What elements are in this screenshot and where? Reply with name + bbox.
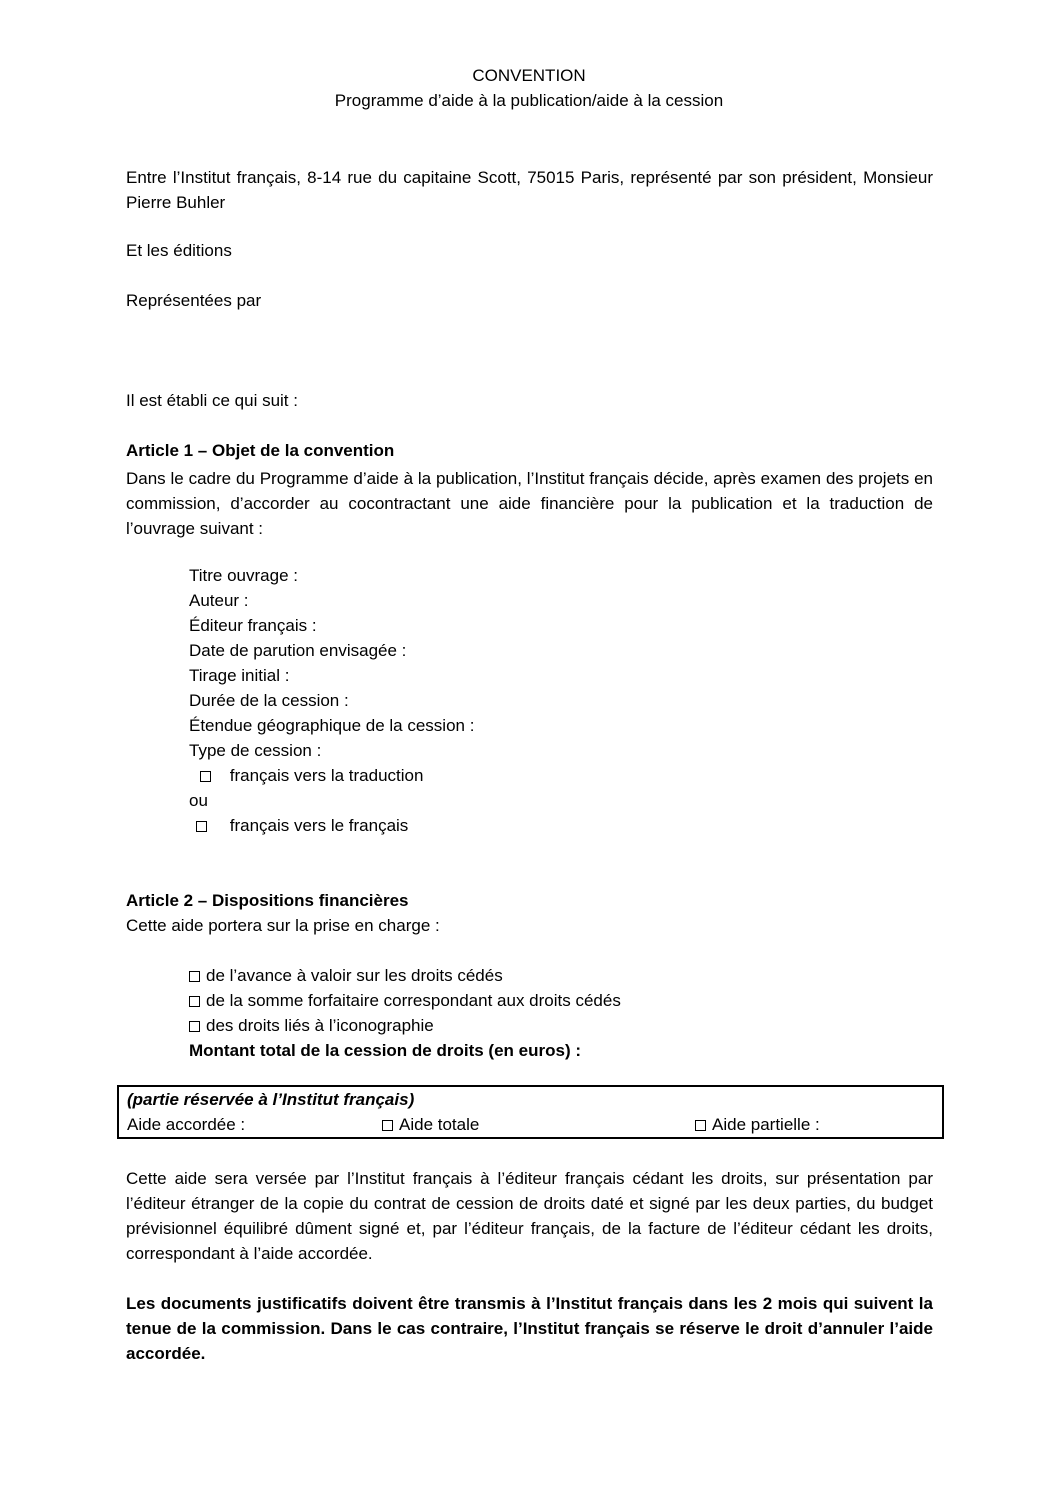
parties-paragraph: Entre l’Institut français, 8-14 rue du capitaine Scott, 75015 Paris, représenté par son président, Monsieur Pierre Buhler xyxy=(126,168,933,212)
field-etendue: Étendue géographique de la cession : xyxy=(189,716,475,735)
field-auteur: Auteur : xyxy=(189,591,249,610)
checkbox-icon[interactable] xyxy=(200,771,211,782)
option-forfait-label: de la somme forfaitaire correspondant aux droits cédés xyxy=(206,991,621,1010)
article1-body: Dans le cadre du Programme d’aide à la publication, l’Institut français décide, après examen des projets en commission, d’accorder au cocontractant une aide financière pour la publication et la traduction de l’ouvrage suivant : xyxy=(126,469,933,538)
checkbox-icon[interactable] xyxy=(196,821,207,832)
checkbox-icon[interactable] xyxy=(189,1021,200,1032)
reserved-box xyxy=(117,1085,944,1139)
option-avance-label: de l’avance à valoir sur les droits cédés xyxy=(206,966,503,985)
aid-partial-label: Aide partielle : xyxy=(712,1115,820,1134)
field-date: Date de parution envisagée : xyxy=(189,641,407,660)
field-tirage: Tirage initial : xyxy=(189,666,290,685)
option-francais[interactable] xyxy=(196,816,408,836)
aid-total-label: Aide totale xyxy=(399,1115,480,1134)
aid-partial-option[interactable] xyxy=(695,1115,820,1135)
article2-intro: Cette aide portera sur la prise en charge : xyxy=(126,916,440,935)
article2-heading: Article 2 – Dispositions financières xyxy=(126,891,409,910)
field-editeur: Éditeur français : xyxy=(189,616,317,635)
option-traduction[interactable] xyxy=(200,766,423,786)
checkbox-icon[interactable] xyxy=(695,1120,706,1131)
option-forfait[interactable] xyxy=(189,991,621,1011)
option-iconographie-label: des droits liés à l’iconographie xyxy=(206,1016,434,1035)
document-title: CONVENTION xyxy=(472,66,586,85)
representees-line: Représentées par xyxy=(126,291,262,310)
aid-total-option[interactable] xyxy=(382,1115,479,1135)
checkbox-icon[interactable] xyxy=(189,996,200,1007)
document-subtitle: Programme d’aide à la publication/aide à la cession xyxy=(334,91,724,110)
aid-granted-label: Aide accordée : xyxy=(127,1115,246,1134)
or-label: ou xyxy=(189,791,208,810)
option-traduction-label: français vers la traduction xyxy=(229,766,424,785)
checkbox-icon[interactable] xyxy=(189,971,200,982)
reserved-heading: (partie réservée à l’Institut français) xyxy=(127,1090,415,1109)
total-amount-label: Montant total de la cession de droits (en euros) : xyxy=(189,1041,581,1060)
established-line: Il est établi ce qui suit : xyxy=(126,391,298,410)
field-duree: Durée de la cession : xyxy=(189,691,349,710)
payment-paragraph: Cette aide sera versée par l’Institut français à l’éditeur français cédant les droits, sur présentation par l’éditeur étranger de la copie du contrat de cession de droits daté et signé par les deux parties, du budget prévisionnel équilibré dûment signé et, par l’éditeur français, de la facture de l’éditeur cédant les droits, correspondant à l’aide accordée. xyxy=(126,1169,933,1263)
field-titre: Titre ouvrage : xyxy=(189,566,298,585)
notice-paragraph: Les documents justificatifs doivent être transmis à l’Institut français dans les 2 mois qui suivent la tenue de la commission. Dans le cas contraire, l’Institut français se réserve le droit d’annuler l’aide accordée. xyxy=(126,1294,933,1363)
editions-line: Et les éditions xyxy=(126,241,232,260)
field-type: Type de cession : xyxy=(189,741,322,760)
option-francais-label: français vers le français xyxy=(229,816,409,835)
option-avance[interactable] xyxy=(189,966,503,986)
option-iconographie[interactable] xyxy=(189,1016,434,1036)
checkbox-icon[interactable] xyxy=(382,1120,393,1131)
article1-heading: Article 1 – Objet de la convention xyxy=(126,441,395,460)
